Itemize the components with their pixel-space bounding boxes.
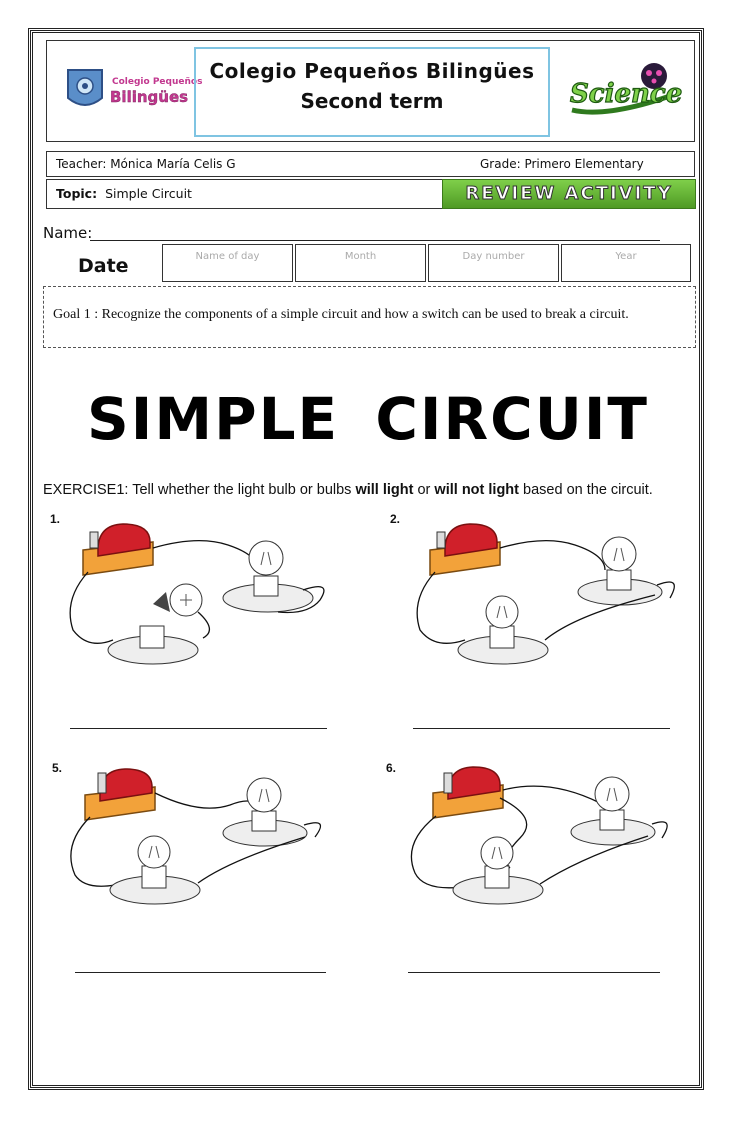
bulb-holder-icon bbox=[223, 541, 313, 612]
answer-line-5[interactable] bbox=[75, 972, 326, 973]
goal-box bbox=[43, 286, 696, 348]
term-label: Second term bbox=[300, 89, 444, 113]
science-logo-icon bbox=[566, 56, 683, 122]
circuit-diagram-6 bbox=[400, 758, 680, 923]
name-line[interactable] bbox=[90, 240, 660, 241]
battery-icon bbox=[83, 524, 153, 575]
school-title-box bbox=[194, 47, 550, 137]
teacher-label: Teacher: Mónica María Celis G bbox=[56, 157, 236, 171]
exercise-bold-will-not-light: will not light bbox=[434, 482, 519, 498]
circuit-diagram-1 bbox=[58, 520, 338, 680]
school-name: Colegio Pequeños Bilingües bbox=[209, 59, 535, 83]
logo-left-text-bottom: Bilingües bbox=[110, 88, 189, 106]
date-cell-year[interactable]: Year bbox=[561, 244, 691, 282]
date-cell-day-number[interactable]: Day number bbox=[428, 244, 559, 282]
bulb-holder-icon bbox=[108, 626, 198, 664]
bulb-icon bbox=[110, 836, 200, 904]
topic-value: Simple Circuit bbox=[105, 186, 192, 201]
exercise-instructions bbox=[43, 482, 653, 498]
review-activity-banner bbox=[442, 179, 696, 209]
bulb-icon bbox=[453, 837, 543, 904]
school-crest-icon bbox=[64, 64, 203, 116]
exercise-suffix: based on the circuit. bbox=[519, 482, 653, 498]
review-activity-text: REVIEW ACTIVITY bbox=[465, 183, 673, 204]
item-number: 1. bbox=[50, 512, 61, 526]
bulb-icon bbox=[578, 537, 662, 605]
date-cell-day-name[interactable]: Name of day bbox=[162, 244, 293, 282]
logo-left-text-top: Colegio Pequeños bbox=[112, 77, 203, 87]
circuit-diagram-2 bbox=[405, 520, 685, 680]
bulb-icon bbox=[571, 777, 655, 845]
grade-label: Grade: Primero Elementary bbox=[480, 157, 644, 171]
bulb-icon bbox=[458, 596, 548, 664]
teacher-grade-row bbox=[46, 151, 695, 177]
exercise-mid: or bbox=[413, 482, 435, 498]
battery-icon bbox=[85, 769, 155, 820]
exercise-prefix: EXERCISE1: Tell whether the light bulb or bulbs bbox=[43, 482, 356, 498]
answer-line-1[interactable] bbox=[70, 728, 327, 729]
date-cell-month[interactable]: Month bbox=[295, 244, 426, 282]
battery-icon bbox=[430, 524, 500, 575]
broken-bulb-icon bbox=[153, 584, 202, 616]
name-label: Name: bbox=[43, 224, 93, 242]
topic-text bbox=[56, 186, 192, 201]
item-number: 2. bbox=[390, 512, 401, 526]
item-number: 5. bbox=[52, 761, 63, 775]
answer-line-2[interactable] bbox=[413, 728, 670, 729]
topic-label: Topic: bbox=[56, 186, 98, 201]
battery-icon bbox=[433, 767, 503, 818]
goal-text: Goal 1 : Recognize the components of a simple circuit and how a switch can be used to break a circuit. bbox=[53, 307, 629, 322]
answer-line-6[interactable] bbox=[408, 972, 660, 973]
exercise-bold-will-light: will light bbox=[355, 482, 414, 498]
worksheet-title: SIMPLE CIRCUIT bbox=[87, 385, 649, 453]
bulb-icon bbox=[223, 778, 307, 846]
date-label: Date bbox=[78, 255, 129, 277]
logo-right-text: Science bbox=[570, 79, 683, 109]
circuit-diagram-5 bbox=[60, 765, 340, 925]
item-number: 6. bbox=[386, 761, 397, 775]
